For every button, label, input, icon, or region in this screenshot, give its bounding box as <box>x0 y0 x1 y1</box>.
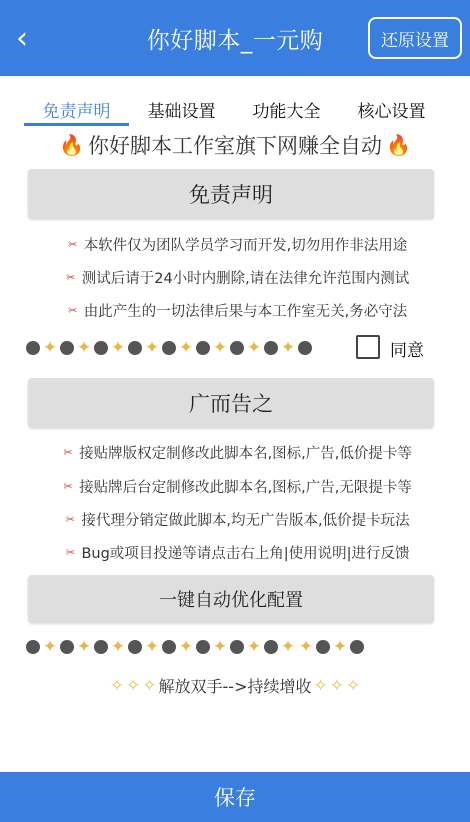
tab-core-settings[interactable]: 核心设置 <box>357 102 426 122</box>
dot-icon <box>26 341 40 355</box>
slogan-text: 解放双手-->持续增收 <box>158 677 312 696</box>
disclaimer-section-button[interactable]: 免责声明 <box>28 169 434 219</box>
page-title: 你好脚本_一元购 <box>146 27 324 54</box>
dot-icon <box>60 640 74 654</box>
dot-icon <box>264 341 278 355</box>
dot-icon <box>264 640 278 654</box>
agree-label[interactable]: 同意 <box>390 341 424 361</box>
sparkle-icon: ✦ <box>212 338 228 358</box>
dot-icon <box>196 341 210 355</box>
disclaimer-line <box>0 267 470 288</box>
flag-icon: ✂ <box>68 238 78 251</box>
dot-icon <box>94 640 108 654</box>
disclaimer-line-text: 由此产生的一切法律后果与本工作室无关,务必守法 <box>83 304 408 320</box>
dot-icon <box>162 341 176 355</box>
dot-icon <box>196 640 210 654</box>
sparkle-icon: ✦ <box>178 338 194 358</box>
agree-checkbox[interactable] <box>356 335 380 359</box>
ad-line-text: 接代理分销定做此脚本,均无广告版本,低价提卡玩法 <box>81 513 410 529</box>
shooting-star-icon: ✧ <box>329 675 344 696</box>
sparkle-icon: ✦ <box>42 637 58 657</box>
sparkle-icon: ✦ <box>246 637 262 657</box>
shooting-star-icon: ✧ <box>126 675 141 696</box>
tab-disclaimer[interactable]: 免责声明 <box>24 94 129 126</box>
dot-icon <box>94 341 108 355</box>
shooting-star-icon: ✧ <box>109 675 125 696</box>
dot-icon <box>316 640 330 654</box>
sparkle-icon: ✦ <box>42 338 58 358</box>
flag-icon: ✂ <box>66 271 76 284</box>
ads-section-button[interactable]: 广而告之 <box>28 378 434 428</box>
ad-line <box>0 442 470 463</box>
tab-features[interactable]: 功能大全 <box>252 102 321 122</box>
reset-settings-button[interactable]: 还原设置 <box>368 17 462 59</box>
flag-icon: ✂ <box>65 546 76 559</box>
ad-line <box>0 509 470 530</box>
decorative-divider <box>26 338 312 358</box>
ad-line-text: Bug或项目投递等请点击右上角|使用说明|进行反馈 <box>81 546 410 562</box>
disclaimer-line <box>0 300 470 321</box>
sparkle-icon: ✦ <box>280 338 296 358</box>
dot-icon <box>350 640 364 654</box>
disclaimer-line-text: 测试后请于24小时内删除,请在法律允许范围内测试 <box>81 271 410 287</box>
shooting-star-icon: ✧ <box>345 675 361 696</box>
flag-icon: ✂ <box>68 304 78 317</box>
dot-icon <box>230 341 244 355</box>
ad-line <box>0 476 470 497</box>
sparkle-icon: ✦ <box>246 338 262 358</box>
ad-line <box>0 542 470 563</box>
sparkle-icon: ✦ <box>332 637 348 657</box>
sparkle-icon: ✦ <box>144 338 160 358</box>
sparkle-icon: ✦ <box>76 338 92 358</box>
dot-icon <box>230 640 244 654</box>
sparkle-icon: ✦ <box>212 637 228 657</box>
headline-text: 你好脚本工作室旗下网赚全自动 <box>88 134 382 158</box>
fire-icon: 🔥 <box>59 133 84 157</box>
back-icon[interactable]: ‹ <box>16 20 28 56</box>
tab-basic-settings[interactable]: 基础设置 <box>147 102 216 122</box>
sparkle-icon: ✦ <box>110 637 126 657</box>
dot-icon <box>162 640 176 654</box>
save-button[interactable]: 保存 <box>0 772 470 822</box>
tab-bar <box>24 94 444 126</box>
dot-icon <box>128 341 142 355</box>
dot-icon <box>60 341 74 355</box>
fire-icon: 🔥 <box>386 133 411 157</box>
headline <box>0 130 470 160</box>
slogan <box>0 674 470 697</box>
dot-icon <box>298 341 312 355</box>
shooting-star-icon: ✧ <box>313 675 328 696</box>
disclaimer-line-text: 本软件仅为团队学员学习而开发,切勿用作非法用途 <box>83 238 408 254</box>
app-header <box>0 0 470 76</box>
sparkle-icon: ✦ <box>144 637 160 657</box>
sparkle-icon: ✦ <box>280 637 296 657</box>
auto-optimize-button[interactable]: 一键自动优化配置 <box>28 575 434 623</box>
shooting-star-icon: ✧ <box>142 675 157 696</box>
decorative-divider <box>26 637 364 657</box>
flag-icon: ✂ <box>63 446 73 459</box>
sparkle-icon: ✦ <box>298 637 314 657</box>
flag-icon: ✂ <box>65 513 75 526</box>
ad-line-text: 接贴牌后台定制修改此脚本名,图标,广告,无限提卡等 <box>79 480 412 496</box>
ad-line-text: 接贴牌版权定制修改此脚本名,图标,广告,低价提卡等 <box>79 446 412 462</box>
dot-icon <box>128 640 142 654</box>
sparkle-icon: ✦ <box>110 338 126 358</box>
sparkle-icon: ✦ <box>76 637 92 657</box>
dot-icon <box>26 640 40 654</box>
disclaimer-line <box>0 234 470 255</box>
sparkle-icon: ✦ <box>178 637 194 657</box>
flag-icon: ✂ <box>63 480 73 493</box>
